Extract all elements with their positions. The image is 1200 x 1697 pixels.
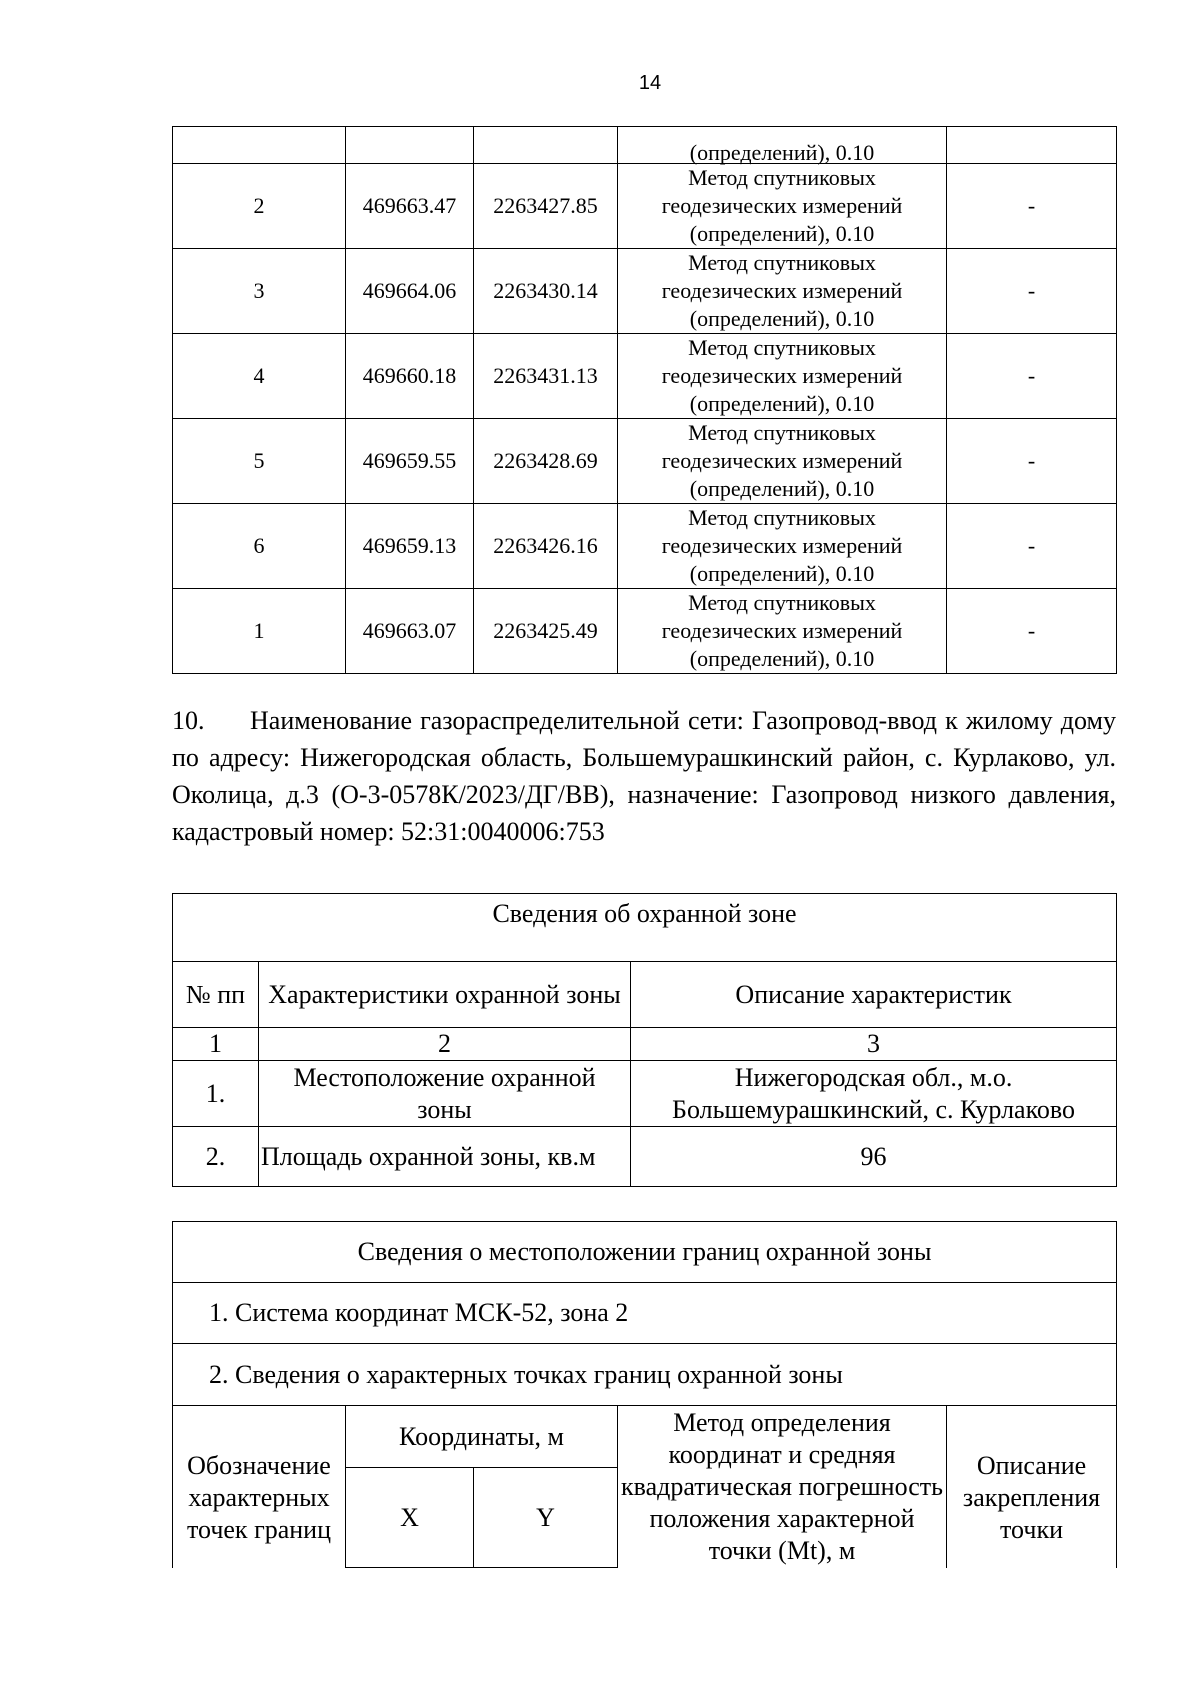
section-text: Наименование газораспределительной сети: Газопровод-ввод к жилому дому по адресу: Нижегородская область, Большемурашкинский район, с. Курлаково, ул. Околица, д.3 (О-3-0578К/2023/ДГ/ВВ), назначение: Газопровод низкого давления, кадастровый номер: 52:31:0040006:753 <box>172 706 1116 846</box>
point-number: 1 <box>173 589 346 674</box>
index-cell: 2 <box>259 1028 631 1061</box>
point-y: 2263428.69 <box>474 419 618 504</box>
method-line: Метод спутниковых <box>688 335 876 360</box>
method-line: Метод спутниковых <box>688 505 876 530</box>
header-fix: Описание закрепления точки <box>947 1406 1117 1568</box>
method-cell: (определений), 0.10 <box>618 127 947 164</box>
point-method <box>618 164 947 249</box>
table-title: Сведения о местоположении границ охранной зоны <box>173 1222 1117 1283</box>
coordinate-system-row <box>173 1283 1117 1344</box>
table-row <box>173 589 1117 674</box>
point-x: 469659.55 <box>346 419 474 504</box>
point-number: 4 <box>173 334 346 419</box>
method-line: геодезических измерений <box>661 278 903 303</box>
boundary-location-table <box>172 1221 1117 1568</box>
point-y: 2263427.85 <box>474 164 618 249</box>
table-index-row <box>173 1028 1117 1061</box>
table-title-row <box>173 1222 1117 1283</box>
method-line: геодезических измерений <box>661 533 903 558</box>
points-info: 2. Сведения о характерных точках границ охранной зоны <box>173 1344 1117 1406</box>
point-x: 469659.13 <box>346 504 474 589</box>
point-fix: - <box>947 334 1117 419</box>
point-x: 469663.07 <box>346 589 474 674</box>
section-number: 10. <box>172 706 205 735</box>
header-coordinates: Координаты, м <box>346 1406 618 1468</box>
method-line: (определений), 0.10 <box>689 306 875 331</box>
header-x: X <box>346 1468 474 1568</box>
table-row <box>173 1061 1117 1127</box>
point-y: 2263431.13 <box>474 334 618 419</box>
method-line: геодезических измерений <box>661 618 903 643</box>
coordinate-system: 1. Система координат МСК-52, зона 2 <box>173 1283 1117 1344</box>
row-description: 96 <box>631 1127 1117 1187</box>
method-line: (определений), 0.10 <box>689 561 875 586</box>
table-title-row <box>173 894 1117 962</box>
method-line: Метод спутниковых <box>688 590 876 615</box>
header-method: Метод определения координат и средняя квадратическая погрешность положения характерной точки (Mt), м <box>618 1406 947 1568</box>
method-line: (определений), 0.10 <box>689 221 875 246</box>
point-y: 2263430.14 <box>474 249 618 334</box>
table-row <box>173 1127 1117 1187</box>
point-number: 2 <box>173 164 346 249</box>
table-row-continuation <box>173 127 1117 164</box>
table-header-row <box>173 1406 1117 1468</box>
point-method <box>618 249 947 334</box>
point-fix: - <box>947 504 1117 589</box>
method-line: геодезических измерений <box>661 363 903 388</box>
method-line: геодезических измерений <box>661 193 903 218</box>
row-number: 1. <box>173 1061 259 1127</box>
row-description: Нижегородская обл., м.о. Большемурашкинский, с. Курлаково <box>631 1061 1117 1127</box>
point-number: 6 <box>173 504 346 589</box>
row-characteristic: Местоположение охранной зоны <box>259 1061 631 1127</box>
point-fix: - <box>947 589 1117 674</box>
row-number: 2. <box>173 1127 259 1187</box>
section-paragraph <box>172 702 1116 850</box>
table-header-row <box>173 962 1117 1028</box>
header-points: Обозначение характерных точек границ <box>173 1406 346 1568</box>
point-method <box>618 589 947 674</box>
point-x: 469663.47 <box>346 164 474 249</box>
points-info-row <box>173 1344 1117 1406</box>
method-line: геодезических измерений <box>661 448 903 473</box>
page-number: 14 <box>638 72 662 94</box>
table-row <box>173 249 1117 334</box>
method-line: Метод спутниковых <box>688 420 876 445</box>
table-row <box>173 334 1117 419</box>
table-row <box>173 164 1117 249</box>
point-fix: - <box>947 249 1117 334</box>
method-line: Метод спутниковых <box>688 165 876 190</box>
header-cell: Характеристики охранной зоны <box>259 962 631 1028</box>
row-characteristic: Площадь охранной зоны, кв.м <box>259 1127 631 1187</box>
point-x: 469660.18 <box>346 334 474 419</box>
header-cell: Описание характеристик <box>631 962 1117 1028</box>
method-line: (определений), 0.10 <box>689 391 875 416</box>
point-method <box>618 504 947 589</box>
point-fix: - <box>947 164 1117 249</box>
point-x: 469664.06 <box>346 249 474 334</box>
table-title: Сведения об охранной зоне <box>173 894 1117 962</box>
method-line: Метод спутниковых <box>688 250 876 275</box>
protection-zone-table <box>172 893 1117 1187</box>
point-y: 2263425.49 <box>474 589 618 674</box>
index-cell: 1 <box>173 1028 259 1061</box>
index-cell: 3 <box>631 1028 1117 1061</box>
point-number: 5 <box>173 419 346 504</box>
method-line: (определений), 0.10 <box>689 646 875 671</box>
table-row <box>173 419 1117 504</box>
header-cell: № пп <box>173 962 259 1028</box>
coordinates-points-table <box>172 126 1117 674</box>
table-row <box>173 504 1117 589</box>
method-line: (определений), 0.10 <box>689 476 875 501</box>
point-y: 2263426.16 <box>474 504 618 589</box>
point-method <box>618 419 947 504</box>
point-number: 3 <box>173 249 346 334</box>
point-fix: - <box>947 419 1117 504</box>
point-method <box>618 334 947 419</box>
header-y: Y <box>474 1468 618 1568</box>
